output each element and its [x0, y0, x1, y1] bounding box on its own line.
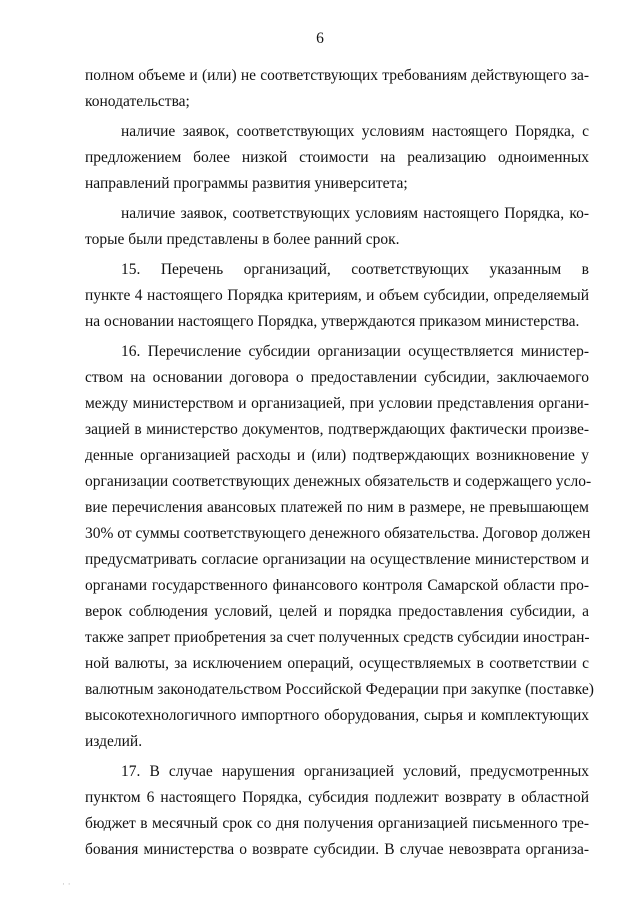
text-line: изделий. — [85, 733, 143, 750]
text-line: на основании настоящего Порядка, утверждаются приказом министерства. — [85, 313, 580, 330]
text-line: направлений программы развития университета; — [85, 175, 408, 192]
text-line: наличие заявок, соответствующих условиям настоящего Порядка, ко- — [121, 205, 589, 222]
text-line: торые были представлены в более ранний срок. — [85, 231, 400, 248]
text-line: верок соблюдения условий, целей и порядка предоставления субсидии, а — [85, 603, 589, 620]
text-line: пункте 4 настоящего Порядка критериям, и объем субсидии, определяемый — [85, 287, 589, 304]
text-line: зацией в министерство документов, подтверждающих фактически произве- — [85, 421, 589, 438]
text-line: 16. Перечисление субсидии организации осуществляется министер- — [121, 343, 589, 360]
text-line: организации соответствующих денежных обязательств и содержащего усло- — [85, 473, 592, 490]
text-line: предусматривать согласие организации на осуществление министерством и — [85, 551, 589, 568]
scan-artifact: · · — [62, 880, 71, 890]
text-line: денные организацией расходы и (или) подтверждающих возникновение у — [85, 447, 589, 464]
text-line: бования министерства о возврате субсидии. В случае невозврата организа- — [85, 841, 589, 858]
text-line: валютным законодательством Российской Федерации при закупке (поставке) — [85, 681, 594, 698]
text-line: бюджет в месячный срок со дня получения организацией письменного тре- — [85, 815, 589, 832]
text-line: высокотехнологичного импортного оборудования, сырья и комплектующих — [85, 707, 589, 724]
text-line: 30% от суммы соответствующего денежного обязательства. Договор должен — [85, 525, 591, 542]
text-line: органами государственного финансового контроля Самарской области про- — [85, 577, 589, 594]
document-body — [85, 66, 594, 866]
text-line: ной валюты, за исключением операций, осуществляемых в соответствии с — [85, 655, 589, 672]
text-line: также запрет приобретения за счет полученных средств субсидии иностран- — [85, 629, 590, 646]
text-line: предложением более низкой стоимости на реализацию одноименных — [85, 149, 589, 166]
text-line: конодательства; — [85, 93, 190, 110]
text-line: пунктом 6 настоящего Порядка, субсидия подлежит возврату в областной — [85, 789, 589, 806]
text-line: наличие заявок, соответствующих условиям настоящего Порядка, с — [121, 123, 589, 140]
text-line: ством на основании договора о предоставлении субсидии, заключаемого — [85, 369, 589, 386]
page-number: 6 — [316, 30, 324, 47]
text-line: вие перечисления авансовых платежей по ним в размере, не превышающем — [85, 499, 589, 516]
text-line: 15. Перечень организаций, соответствующих указанным в — [121, 261, 589, 278]
text-line: полном объеме и (или) не соответствующих требованиям действующего за- — [85, 67, 589, 84]
text-line: между министерством и организацией, при условии представления органи- — [85, 395, 589, 412]
text-line: 17. В случае нарушения организацией условий, предусмотренных — [121, 763, 589, 780]
